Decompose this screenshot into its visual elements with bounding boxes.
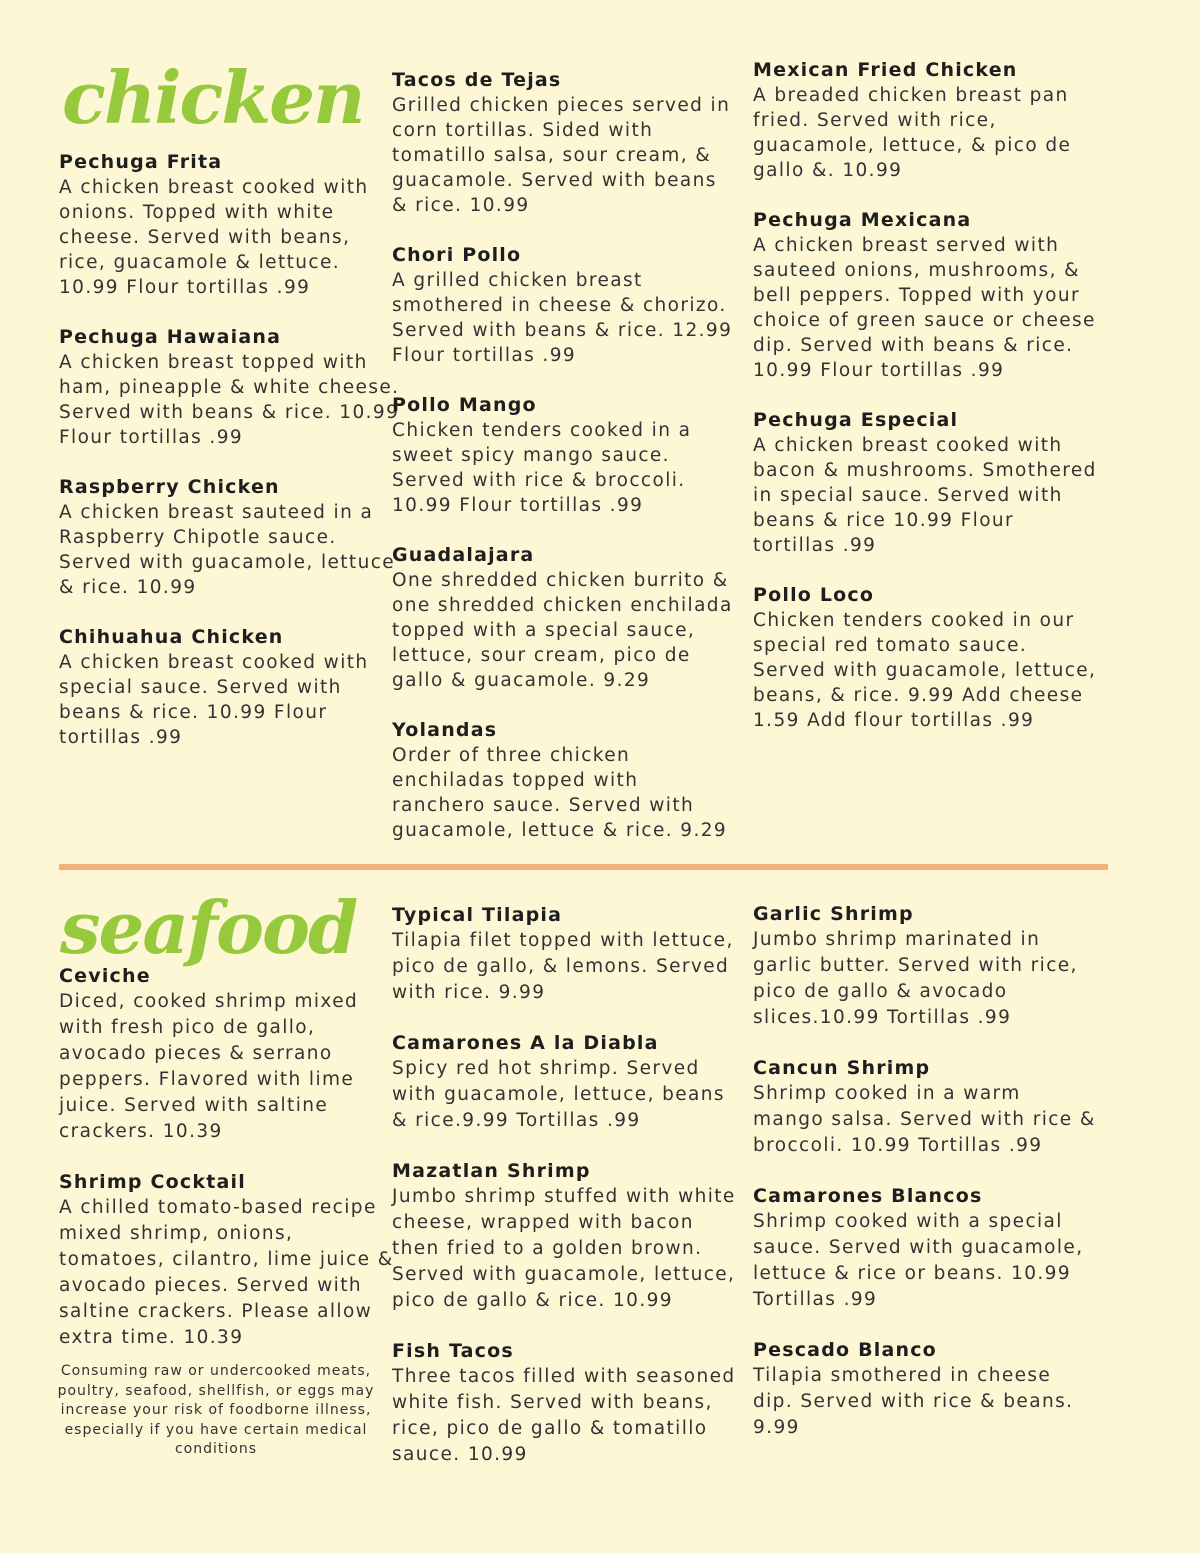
- menu-item: [753, 58, 1098, 183]
- menu-item: [753, 902, 1098, 1031]
- item-name: Guadalajara: [392, 544, 535, 566]
- chicken-column-3: [753, 58, 1098, 758]
- item-name: Mexican Fried Chicken: [753, 59, 1018, 81]
- item-name: Camarones Blancos: [753, 1185, 983, 1207]
- item-name: Pechuga Mexicana: [753, 209, 972, 231]
- item-name: Shrimp Cocktail: [59, 1171, 246, 1193]
- menu-item: [59, 150, 404, 300]
- item-name: Pechuga Especial: [753, 409, 959, 431]
- menu-item: [753, 208, 1098, 383]
- item-description: Shrimp cooked in a warm mango salsa. Served with rice & broccoli. 10.99 Tortillas .99: [753, 1083, 1096, 1156]
- seafood-column-2: [392, 903, 737, 1493]
- item-description: Shrimp cooked with a special sauce. Served with guacamole, lettuce & rice or beans. 10.99 Tortillas .99: [753, 1211, 1084, 1310]
- item-name: Raspberry Chicken: [59, 476, 280, 498]
- menu-item: [392, 243, 737, 368]
- item-description: Diced, cooked shrimp mixed with fresh pico de gallo, avocado pieces & serrano peppers. Flavored with lime juice. Served with saltine crackers. 10.39: [59, 991, 359, 1142]
- item-name: Cancun Shrimp: [753, 1057, 931, 1079]
- seafood-column-3: [753, 902, 1098, 1466]
- item-name: Camarones A la Diabla: [392, 1032, 659, 1054]
- item-name: Chihuahua Chicken: [59, 626, 284, 648]
- item-description: Order of three chicken enchiladas topped with ranchero sauce. Served with guacamole, lettuce & rice. 9.29: [392, 745, 728, 841]
- menu-item: [59, 625, 404, 750]
- item-description: Tilapia smothered in cheese dip. Served with rice & beans. 9.99: [753, 1365, 1074, 1438]
- item-name: Pechuga Hawaiana: [59, 326, 282, 348]
- item-name: Mazatlan Shrimp: [392, 1160, 591, 1182]
- menu-item: [753, 1056, 1098, 1159]
- menu-item: [753, 1184, 1098, 1313]
- item-description: Jumbo shrimp marinated in garlic butter. Served with rice, pico de gallo & avocado slices.10.99 Tortillas .99: [753, 929, 1078, 1028]
- menu-item: [392, 543, 737, 693]
- menu-item: [753, 583, 1098, 733]
- item-description: Chicken tenders cooked in a sweet spicy mango sauce. Served with rice & broccoli. 10.99 Flour tortillas .99: [392, 420, 692, 516]
- menu-item: [392, 718, 737, 843]
- seafood-section-title: seafood: [60, 885, 357, 970]
- item-description: A chicken breast cooked with special sauce. Served with beans & rice. 10.99 Flour tortillas .99: [59, 652, 369, 748]
- chicken-section-title: chicken: [62, 55, 364, 140]
- chicken-column-2: [392, 68, 737, 868]
- food-safety-disclaimer: Consuming raw or undercooked meats, poultry, seafood, shellfish, or eggs may increase your risk of foodborne illness, especially if you have certain medical conditions: [57, 1363, 375, 1457]
- item-name: Yolandas: [392, 719, 498, 741]
- item-name: Pechuga Frita: [59, 151, 223, 173]
- menu-item: [392, 68, 737, 218]
- item-description: One shredded chicken burrito & one shredded chicken enchilada topped with a special sauce, lettuce, sour cream, pico de gallo & guacamole. 9.29: [392, 570, 733, 691]
- item-name: Chori Pollo: [392, 244, 522, 266]
- menu-item: [753, 1338, 1098, 1441]
- menu-item: [392, 393, 737, 518]
- item-description: Grilled chicken pieces served in corn tortillas. Sided with tomatillo salsa, sour cream, & guacamole. Served with beans & rice. 10.99: [392, 95, 731, 216]
- seafood-column-1: [59, 964, 404, 1376]
- menu-item: [59, 1170, 404, 1351]
- menu-item: [59, 325, 404, 450]
- item-name: Fish Tacos: [392, 1340, 514, 1362]
- item-description: A chicken breast served with sauteed onions, mushrooms, & bell peppers. Topped with your choice of green sauce or cheese dip. Served with beans & rice. 10.99 Flour tortillas .99: [753, 235, 1096, 381]
- item-name: Ceviche: [59, 965, 151, 987]
- item-description: A breaded chicken breast pan fried. Served with rice, guacamole, lettuce, & pico de gallo &. 10.99: [753, 85, 1072, 181]
- item-name: Pescado Blanco: [753, 1339, 937, 1361]
- item-name: Pollo Mango: [392, 394, 537, 416]
- item-description: Tilapia filet topped with lettuce, pico de gallo, & lemons. Served with rice. 9.99: [392, 930, 734, 1003]
- item-description: Chicken tenders cooked in our special red tomato sauce. Served with guacamole, lettuce, beans, & rice. 9.99 Add cheese 1.59 Add flour tortillas .99: [753, 610, 1097, 731]
- item-description: A chicken breast cooked with onions. Topped with white cheese. Served with beans, rice, guacamole & lettuce. 10.99 Flour tortillas .99: [59, 177, 369, 298]
- item-description: Jumbo shrimp stuffed with white cheese, wrapped with bacon then fried to a golden brown. Served with guacamole, lettuce, pico de gallo & rice. 10.99: [392, 1186, 736, 1311]
- item-description: A chicken breast sauteed in a Raspberry Chipotle sauce. Served with guacamole, lettuce & rice. 10.99: [59, 502, 396, 598]
- menu-item: [59, 475, 404, 600]
- item-name: Garlic Shrimp: [753, 903, 914, 925]
- item-description: A chilled tomato-based recipe mixed shrimp, onions, tomatoes, cilantro, lime juice & avocado pieces. Served with saltine crackers. Please allow extra time. 10.39: [59, 1197, 394, 1348]
- section-divider: [59, 864, 1108, 870]
- menu-item: [392, 1339, 737, 1468]
- item-description: A chicken breast cooked with bacon & mushrooms. Smothered in special sauce. Served with beans & rice 10.99 Flour tortillas .99: [753, 435, 1097, 556]
- item-description: A chicken breast topped with ham, pineapple & white cheese. Served with beans & rice. 10.99 Flour tortillas .99: [59, 352, 400, 448]
- item-name: Pollo Loco: [753, 584, 875, 606]
- chicken-column-1: [59, 150, 404, 775]
- item-name: Tacos de Tejas: [392, 69, 562, 91]
- menu-item: [59, 964, 404, 1145]
- menu-item: [392, 1159, 737, 1314]
- menu-item: [392, 1031, 737, 1134]
- menu-item: [753, 408, 1098, 558]
- item-name: Typical Tilapia: [392, 904, 563, 926]
- menu-item: [392, 903, 737, 1006]
- item-description: Three tacos filled with seasoned white fish. Served with beans, rice, pico de gallo & tomatillo sauce. 10.99: [392, 1366, 736, 1465]
- item-description: Spicy red hot shrimp. Served with guacamole, lettuce, beans & rice.9.99 Tortillas .99: [392, 1058, 725, 1131]
- item-description: A grilled chicken breast smothered in cheese & chorizo. Served with beans & rice. 12.99 Flour tortillas .99: [392, 270, 733, 366]
